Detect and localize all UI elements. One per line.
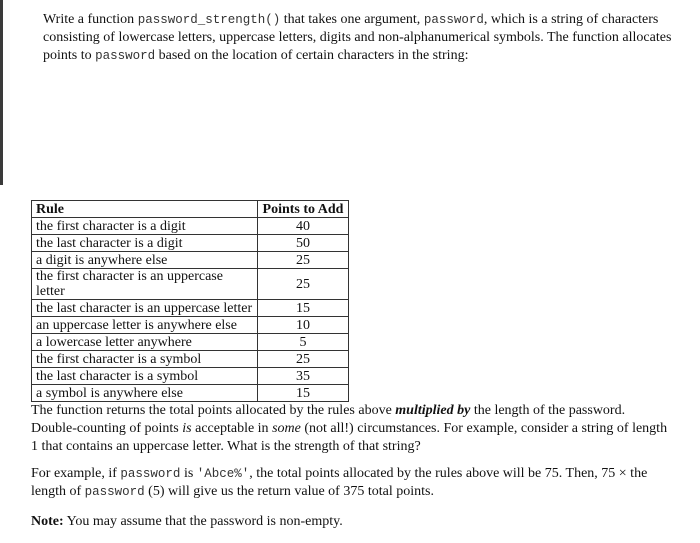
note-paragraph	[31, 513, 671, 531]
rules-table-body	[32, 218, 349, 402]
rule-cell: a digit is anywhere else	[32, 252, 258, 269]
points-header: Points to Add	[258, 201, 349, 218]
rule-header: Rule	[32, 201, 258, 218]
rule-cell: the last character is a symbol	[32, 368, 258, 385]
rule-cell: the first character is a symbol	[32, 351, 258, 368]
points-cell: 25	[258, 269, 349, 300]
points-cell: 15	[258, 385, 349, 402]
rule-cell: a symbol is anywhere else	[32, 385, 258, 402]
rule-cell: the last character is an uppercase letter	[32, 300, 258, 317]
rules-table	[31, 200, 349, 402]
para1-text-3: acceptable in	[191, 421, 273, 436]
rule-cell: the first character is a digit	[32, 218, 258, 235]
para2-text-3: , the total points allocated by the rules above will be 75. Then, 75 × the length of	[31, 466, 648, 499]
para1-text-4: (not all!) circumstances. For example, consider a string of length 1 that contains an uppercase letter. What is the strength of that string?	[31, 421, 668, 454]
rule-cell: an uppercase letter is anywhere else	[32, 317, 258, 334]
rule-cell: a lowercase letter anywhere	[32, 334, 258, 351]
table-header-row	[32, 201, 349, 218]
table-row	[32, 368, 349, 385]
intro-text-4: based on the location of certain characters in the string:	[155, 48, 469, 63]
table-row	[32, 385, 349, 402]
points-cell: 25	[258, 252, 349, 269]
para1-emphasis-multiplied: multiplied by	[395, 403, 471, 418]
table-row	[32, 351, 349, 368]
points-cell: 10	[258, 317, 349, 334]
para2-code-password-2: password	[84, 485, 145, 499]
table-row	[32, 300, 349, 317]
note-text: You may assume that the password is non-empty.	[63, 514, 343, 529]
points-cell: 15	[258, 300, 349, 317]
intro-text-3: , which is a string of characters consisting of lowercase letters, uppercase letters, digits and non-alphanumerical symbols. The function allocates points to	[43, 12, 672, 63]
argument-code: password	[423, 13, 484, 27]
table-row	[32, 317, 349, 334]
para1-text-2: the length of the password. Double-counting of points	[31, 403, 626, 436]
para2-code-example-string: 'Abce%'	[196, 467, 250, 481]
function-name-code: password_strength()	[137, 13, 281, 27]
points-cell: 50	[258, 235, 349, 252]
para1-text-1: The function returns the total points allocated by the rules above	[31, 403, 396, 418]
table-row	[32, 269, 349, 300]
intro-paragraph	[43, 11, 673, 65]
table-row	[32, 218, 349, 235]
para1-emphasis-is: is	[182, 421, 192, 436]
explanation-paragraph	[31, 402, 671, 456]
para2-text-4: (5) will give us the return value of 375 total points.	[144, 484, 434, 499]
example-paragraph	[31, 465, 671, 501]
rule-cell: the last character is a digit	[32, 235, 258, 252]
para2-text-2: is	[180, 466, 197, 481]
table-row	[32, 235, 349, 252]
points-cell: 25	[258, 351, 349, 368]
intro-text-1: Write a function	[43, 12, 138, 27]
para2-text-1: For example, if	[31, 466, 121, 481]
points-cell: 40	[258, 218, 349, 235]
table-row	[32, 334, 349, 351]
para1-emphasis-some: some	[272, 421, 301, 436]
points-cell: 35	[258, 368, 349, 385]
table-row	[32, 252, 349, 269]
rule-cell: the first character is an uppercase letter	[32, 269, 258, 300]
para2-code-password: password	[120, 467, 181, 481]
note-label: Note:	[31, 514, 64, 529]
intro-text-2: that takes one argument,	[280, 12, 424, 27]
argument-code-2: password	[95, 49, 156, 63]
left-edge-bar	[0, 0, 3, 185]
points-cell: 5	[258, 334, 349, 351]
